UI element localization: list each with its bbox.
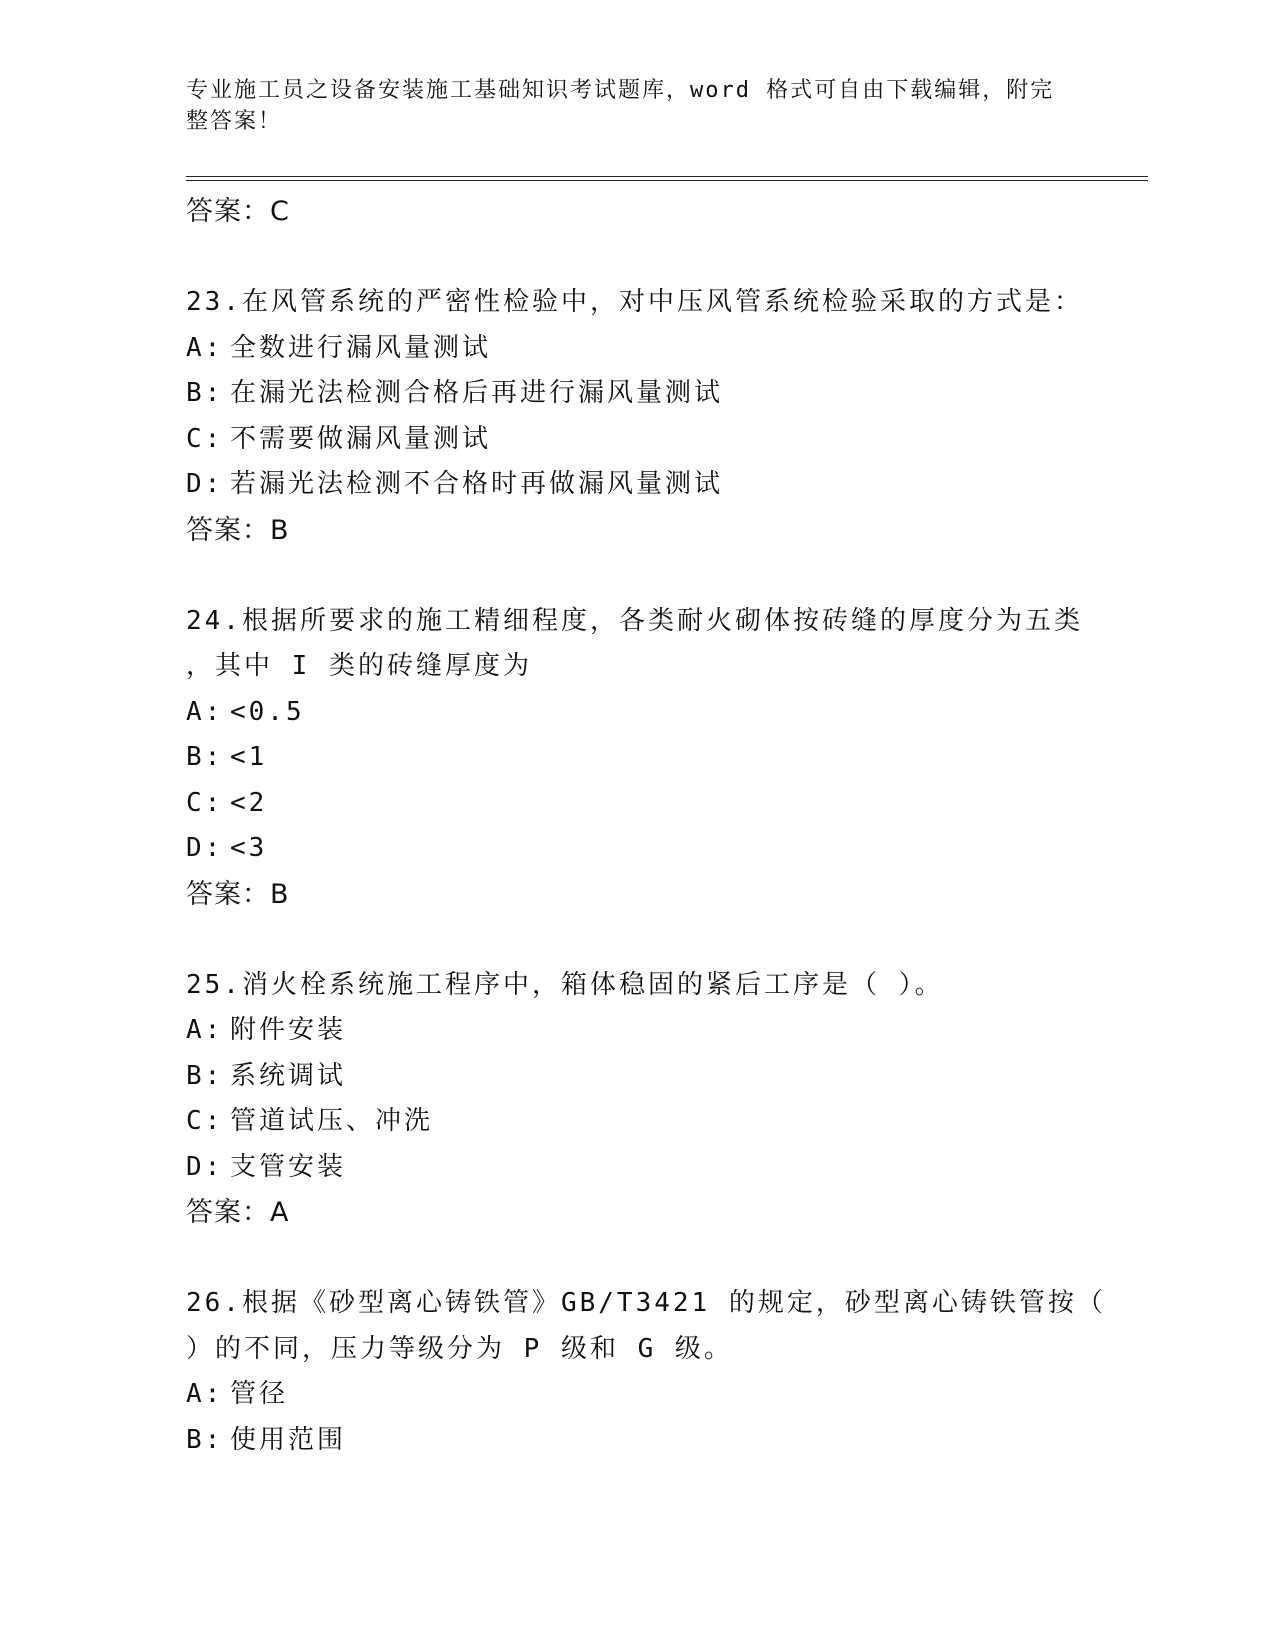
option-label: C: — [186, 423, 224, 454]
spacer — [186, 1236, 1086, 1282]
option-label: A: — [186, 696, 224, 727]
option-text: 支管安装 — [230, 1151, 347, 1182]
option-text: 使用范围 — [230, 1424, 347, 1455]
option-d — [186, 826, 1086, 872]
option-label: A: — [186, 1015, 224, 1045]
option-text: 全数进行漏风量测试 — [230, 332, 492, 363]
option-b — [186, 1054, 1086, 1100]
option-text: <2 — [230, 787, 268, 818]
option-a — [186, 690, 1086, 736]
option-text: 管道试压、冲洗 — [230, 1106, 434, 1136]
question-26 — [186, 1281, 1106, 1463]
spacer — [186, 235, 1086, 281]
question-stem: 23.在风管系统的严密性检验中，对中压风管系统检验采取的方式是： — [186, 287, 1083, 317]
answer-line: 答案：B — [186, 514, 290, 546]
option-b — [186, 1418, 1086, 1464]
option-text: 若漏光法检测不合格时再做漏风量测试 — [230, 469, 724, 499]
option-b — [186, 735, 1086, 781]
question-stem-continued: ）的不同，压力等级分为 P 级和 G 级。 — [186, 1333, 733, 1364]
option-label: C: — [186, 1106, 224, 1136]
option-label: D: — [186, 1151, 224, 1182]
option-text: 不需要做漏风量测试 — [230, 423, 492, 454]
option-label: C: — [186, 787, 224, 818]
option-label: A: — [186, 332, 224, 363]
option-d — [186, 462, 1086, 508]
option-text: <3 — [230, 833, 268, 863]
option-text: <1 — [230, 742, 268, 772]
option-c — [186, 417, 1086, 463]
option-label: B: — [186, 1424, 224, 1455]
question-stem-continued: ，其中 I 类的砖缝厚度为 — [186, 651, 532, 681]
option-a — [186, 1372, 1086, 1418]
question-25 — [186, 963, 1086, 1236]
option-label: B: — [186, 742, 224, 772]
option-c — [186, 1099, 1086, 1145]
option-text: 在漏光法检测合格后再进行漏风量测试 — [230, 378, 724, 408]
option-text: 管径 — [230, 1379, 289, 1409]
question-23 — [186, 280, 1086, 553]
header-line-1: 专业施工员之设备安装施工基础知识考试题库，word 格式可自由下载编辑，附完 — [186, 78, 1055, 103]
option-label: B: — [186, 1060, 224, 1091]
question-24 — [186, 599, 1086, 918]
option-a — [186, 326, 1086, 372]
question-list — [186, 189, 1106, 1463]
option-text: 附件安装 — [230, 1015, 347, 1045]
spacer — [186, 917, 1086, 963]
option-label: D: — [186, 833, 224, 863]
option-b — [186, 371, 1086, 417]
spacer — [186, 553, 1086, 599]
question-stem: 24.根据所要求的施工精细程度，各类耐火砌体按砖缝的厚度分为五类 — [186, 605, 1083, 636]
option-text: 系统调试 — [230, 1060, 347, 1091]
answer-line: 答案：B — [186, 878, 290, 910]
option-label: D: — [186, 469, 224, 499]
option-d — [186, 1145, 1086, 1191]
question-stem: 26.根据《砂型离心铸铁管》GB/T3421 的规定，砂型离心铸铁管按（ — [186, 1288, 1106, 1318]
answer-line: 答案：C — [186, 196, 290, 227]
header-line-2: 整答案！ — [186, 109, 283, 134]
answer-line: 答案：A — [186, 1197, 290, 1228]
header-divider — [186, 176, 1148, 181]
option-c — [186, 781, 1086, 827]
option-a — [186, 1008, 1086, 1054]
option-label: B: — [186, 378, 224, 408]
option-label: A: — [186, 1379, 224, 1409]
question-stem: 25.消火栓系统施工程序中，箱体稳固的紧后工序是（ ）。 — [186, 969, 944, 1000]
option-text: <0.5 — [230, 696, 305, 727]
page-header — [186, 75, 1066, 137]
